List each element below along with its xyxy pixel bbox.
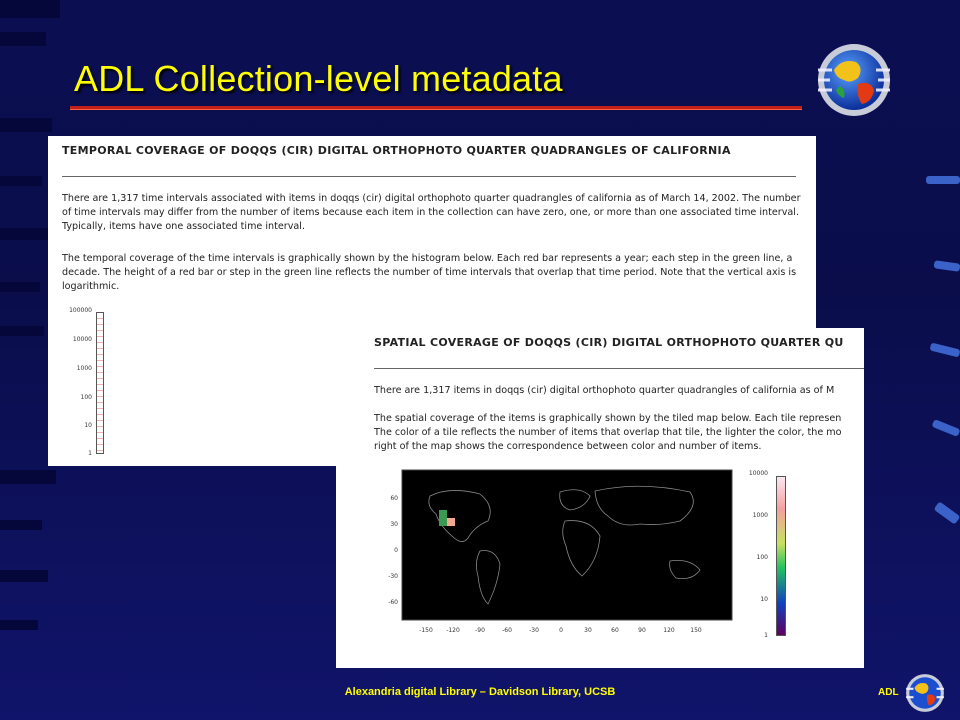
bg-stripe	[0, 520, 42, 530]
bg-accent	[934, 260, 960, 272]
color-legend-bar	[776, 476, 786, 636]
legend-tick: 100	[756, 554, 768, 561]
bg-stripe	[0, 282, 40, 292]
temporal-rule	[62, 176, 796, 177]
map-x-tick: -120	[446, 627, 460, 634]
bg-stripe	[0, 570, 48, 582]
y-tick: 100000	[69, 307, 92, 314]
bg-stripe	[0, 228, 48, 240]
bg-stripe	[0, 0, 60, 18]
temporal-paragraph-2: The temporal coverage of the time intervals is graphically shown by the histogram below. Each red bar represents a year; each step in the green line, a decade. The height of a red bar or step in the green line reflects the number of time intervals that overlap that time period. Note that the vertical axis is logarithmic.	[62, 253, 797, 292]
spatial-paragraph-1: There are 1,317 items in doqqs (cir) digital orthophoto quarter quadrangles of california as of M	[374, 385, 835, 396]
map-x-tick: -150	[419, 627, 433, 634]
bg-accent	[934, 501, 960, 524]
bg-accent	[926, 176, 960, 184]
legend-tick: 10000	[748, 470, 768, 477]
coverage-world-map	[370, 466, 750, 646]
map-x-tick: 90	[638, 627, 646, 634]
spatial-paragraph-2: The spatial coverage of the items is graphically shown by the tiled map below. Each tile represen The color of a tile reflects the number of items that overlap that tile, the lighter the color, the mo right of the map shows the correspondence between color and number of items.	[374, 413, 842, 452]
legend-tick: 1	[764, 632, 768, 639]
y-tick: 10	[84, 422, 92, 429]
temporal-heading: TEMPORAL COVERAGE OF DOQQS (CIR) DIGITAL ORTHOPHOTO QUARTER QUADRANGLES OF CALIFORNIA	[62, 144, 731, 157]
bg-accent	[929, 342, 960, 357]
map-tile	[439, 510, 447, 526]
title-underline	[70, 106, 802, 110]
bg-accent	[932, 419, 960, 437]
y-tick: 10000	[72, 336, 92, 343]
adl-footer-mark: ADL	[878, 687, 899, 698]
bg-stripe	[0, 118, 52, 132]
slide-title: ADL Collection-level metadata	[74, 58, 563, 99]
map-x-tick: -90	[475, 627, 485, 634]
temporal-paragraph-1: There are 1,317 time intervals associated with items in doqqs (cir) digital orthophoto quarter quadrangles of california as of March 14, 2002. The number of time intervals may differ from the number of items because each item in the collection can have zero, one, or more than one associated time interval. Typically, items have one associated time interval.	[62, 193, 801, 232]
slide-footer: Alexandria digital Library – Davidson Library, UCSB	[344, 686, 616, 698]
bg-stripe	[0, 326, 44, 336]
histogram-plot-area	[96, 312, 104, 454]
y-tick: 1000	[76, 365, 92, 372]
map-y-tick: -30	[388, 573, 398, 580]
bg-stripe	[0, 32, 46, 46]
y-tick: 1	[88, 450, 92, 457]
bg-stripe	[0, 470, 56, 484]
map-x-tick: 60	[611, 627, 619, 634]
bg-stripe	[0, 620, 38, 630]
globe-logo-icon	[814, 40, 894, 120]
spatial-coverage-panel	[336, 328, 864, 668]
y-tick: 100	[80, 394, 92, 401]
map-x-tick: -30	[529, 627, 539, 634]
legend-tick: 1000	[752, 512, 768, 519]
bg-stripe	[0, 176, 42, 186]
map-y-tick: 0	[394, 547, 398, 554]
map-x-tick: 150	[690, 627, 702, 634]
map-x-tick: 0	[559, 627, 563, 634]
map-y-tick: 60	[390, 495, 398, 502]
legend-tick: 10	[760, 596, 768, 603]
map-x-tick: 120	[663, 627, 675, 634]
map-x-tick: 30	[584, 627, 592, 634]
map-y-tick: -60	[388, 599, 398, 606]
map-y-tick: 30	[390, 521, 398, 528]
spatial-heading: SPATIAL COVERAGE OF DOQQS (CIR) DIGITAL ORTHOPHOTO QUARTER QU	[374, 336, 844, 349]
map-x-tick: -60	[502, 627, 512, 634]
map-tile	[447, 518, 455, 526]
spatial-rule	[374, 368, 864, 369]
globe-small-icon	[904, 672, 946, 714]
